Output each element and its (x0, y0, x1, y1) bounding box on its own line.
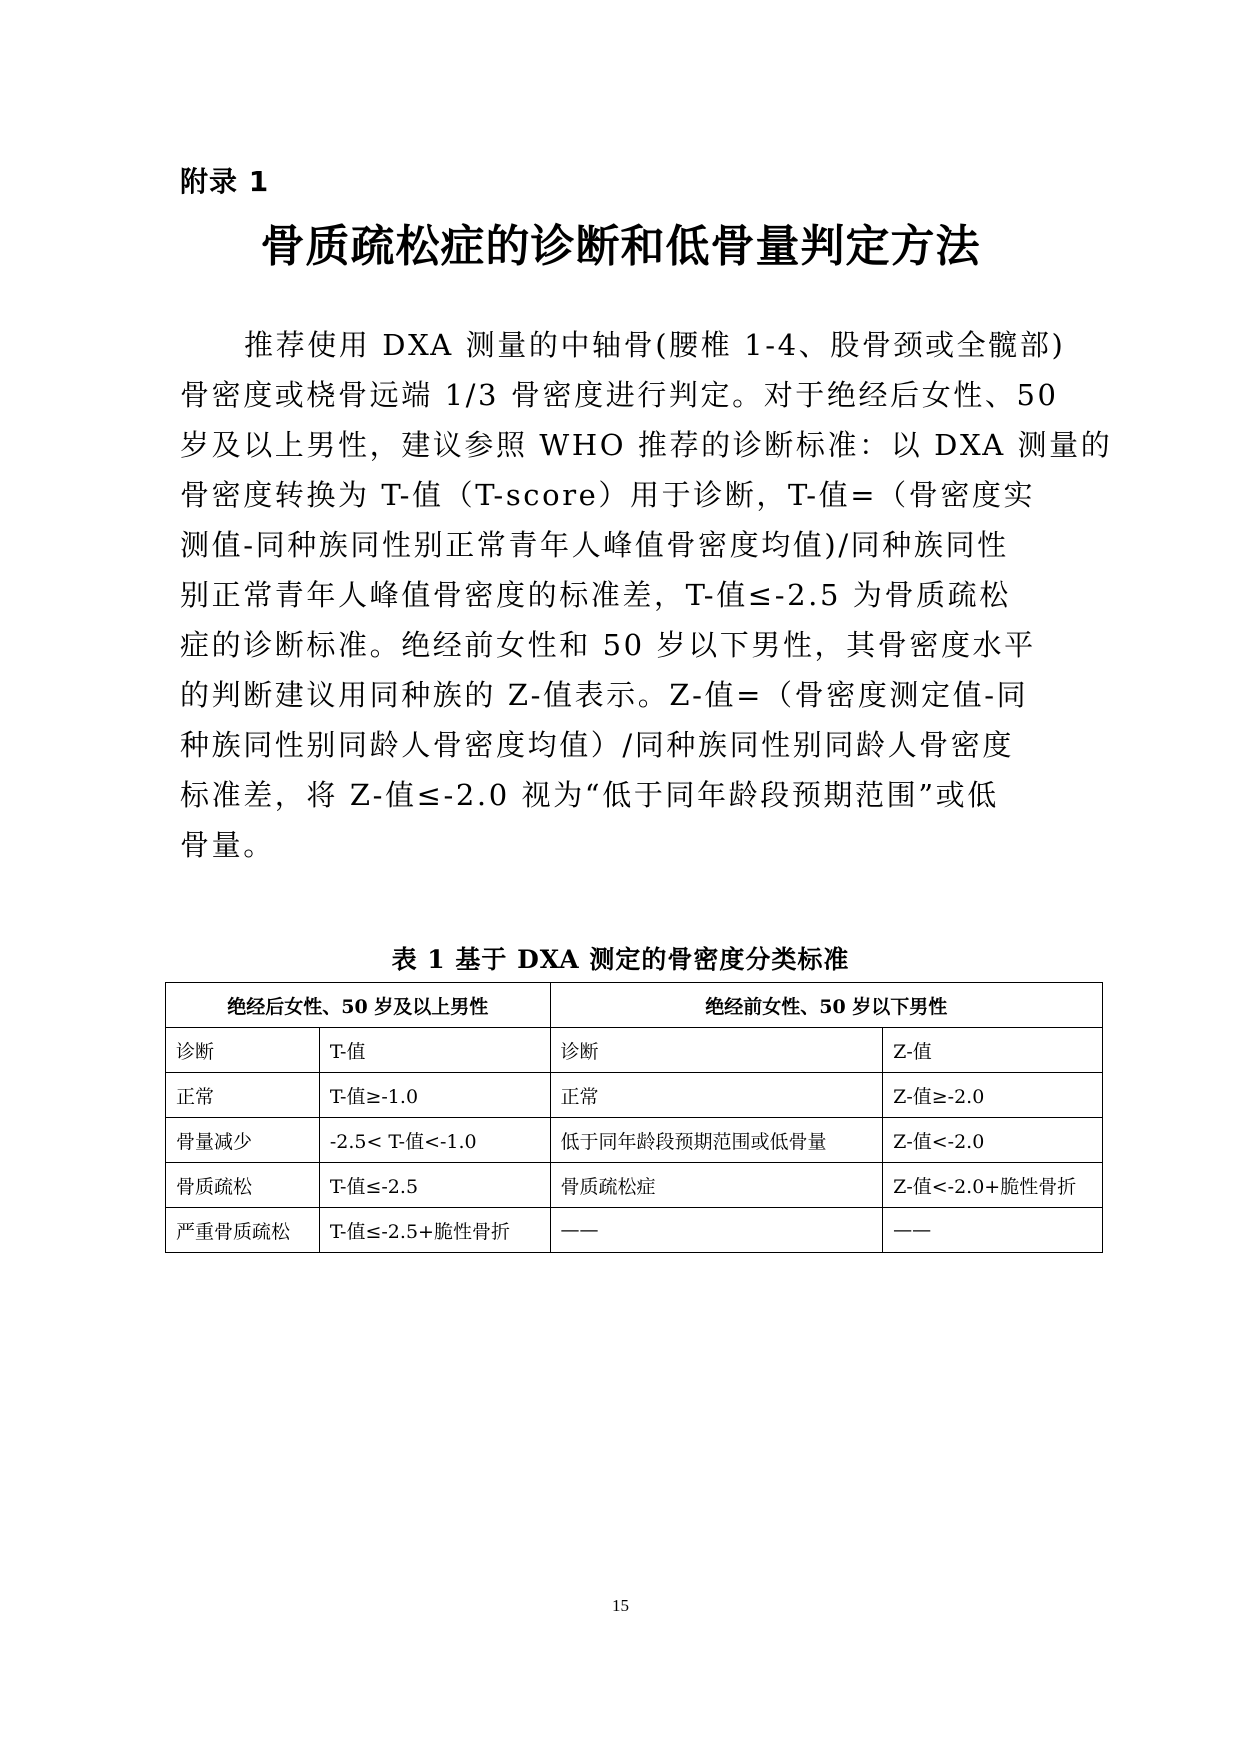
group-header-premenopausal: 绝经前女性、50 岁以下男性 (550, 983, 1102, 1028)
column-header-t-score: T-值 (319, 1028, 550, 1073)
table-cell: -2.5< T-值<-1.0 (319, 1118, 550, 1163)
table-column-header-row (166, 1028, 1103, 1073)
table-cell: 正常 (166, 1073, 320, 1118)
table-cell: Z-值<-2.0+脆性骨折 (883, 1163, 1103, 1208)
page-number: 15 (612, 1596, 629, 1615)
body-line: 骨量。 (180, 828, 275, 862)
table-cell: 骨质疏松 (166, 1163, 320, 1208)
table-row (166, 1118, 1103, 1163)
document-title: 骨质疏松症的诊断和低骨量判定方法 (260, 221, 981, 272)
table-cell: 正常 (550, 1073, 883, 1118)
body-line: 别正常青年人峰值骨密度的标准差，T-值≤-2.5 为骨质疏松 (180, 578, 1011, 612)
body-line: 骨密度或桡骨远端 1/3 骨密度进行判定。对于绝经后女性、50 (180, 378, 1059, 412)
column-header-z-score: Z-值 (883, 1028, 1103, 1073)
table-cell: Z-值≥-2.0 (883, 1073, 1103, 1118)
table-cell: Z-值<-2.0 (883, 1118, 1103, 1163)
table-caption: 表 1 基于 DXA 测定的骨密度分类标准 (391, 945, 850, 974)
table-group-header-row (166, 983, 1103, 1028)
body-line: 岁及以上男性，建议参照 WHO 推荐的诊断标准：以 DXA 测量的 (180, 428, 1113, 462)
table-cell: 骨量减少 (166, 1118, 320, 1163)
body-line: 骨密度转换为 T-值（T-score）用于诊断，T-值=（骨密度实 (180, 478, 1036, 512)
table-cell: —— (550, 1208, 883, 1253)
table-row (166, 1208, 1103, 1253)
table-cell: 低于同年龄段预期范围或低骨量 (550, 1118, 883, 1163)
group-header-postmenopausal: 绝经后女性、50 岁及以上男性 (166, 983, 551, 1028)
table-cell: 骨质疏松症 (550, 1163, 883, 1208)
column-header-diagnosis: 诊断 (550, 1028, 883, 1073)
body-line: 测值-同种族同性别正常青年人峰值骨密度均值)/同种族同性 (180, 528, 1009, 562)
table-cell: 严重骨质疏松 (166, 1208, 320, 1253)
bmd-classification-table (165, 982, 1103, 1253)
table-cell: T-值≤-2.5+脆性骨折 (319, 1208, 550, 1253)
table-row (166, 1163, 1103, 1208)
body-paragraph (180, 320, 1113, 870)
body-line: 症的诊断标准。绝经前女性和 50 岁以下男性，其骨密度水平 (180, 628, 1036, 662)
table-row (166, 1073, 1103, 1118)
appendix-label: 附录 1 (180, 165, 270, 198)
table-cell: —— (883, 1208, 1103, 1253)
body-line: 的判断建议用同种族的 Z-值表示。Z-值=（骨密度测定值-同 (180, 678, 1029, 712)
body-line: 推荐使用 DXA 测量的中轴骨(腰椎 1-4、股骨颈或全髋部) (244, 328, 1066, 362)
column-header-diagnosis: 诊断 (166, 1028, 320, 1073)
body-line: 种族同性别同龄人骨密度均值）/同种族同性别同龄人骨密度 (180, 728, 1014, 762)
body-line: 标准差，将 Z-值≤-2.0 视为“低于同年龄段预期范围”或低 (180, 778, 999, 812)
table-cell: T-值≥-1.0 (319, 1073, 550, 1118)
table-cell: T-值≤-2.5 (319, 1163, 550, 1208)
